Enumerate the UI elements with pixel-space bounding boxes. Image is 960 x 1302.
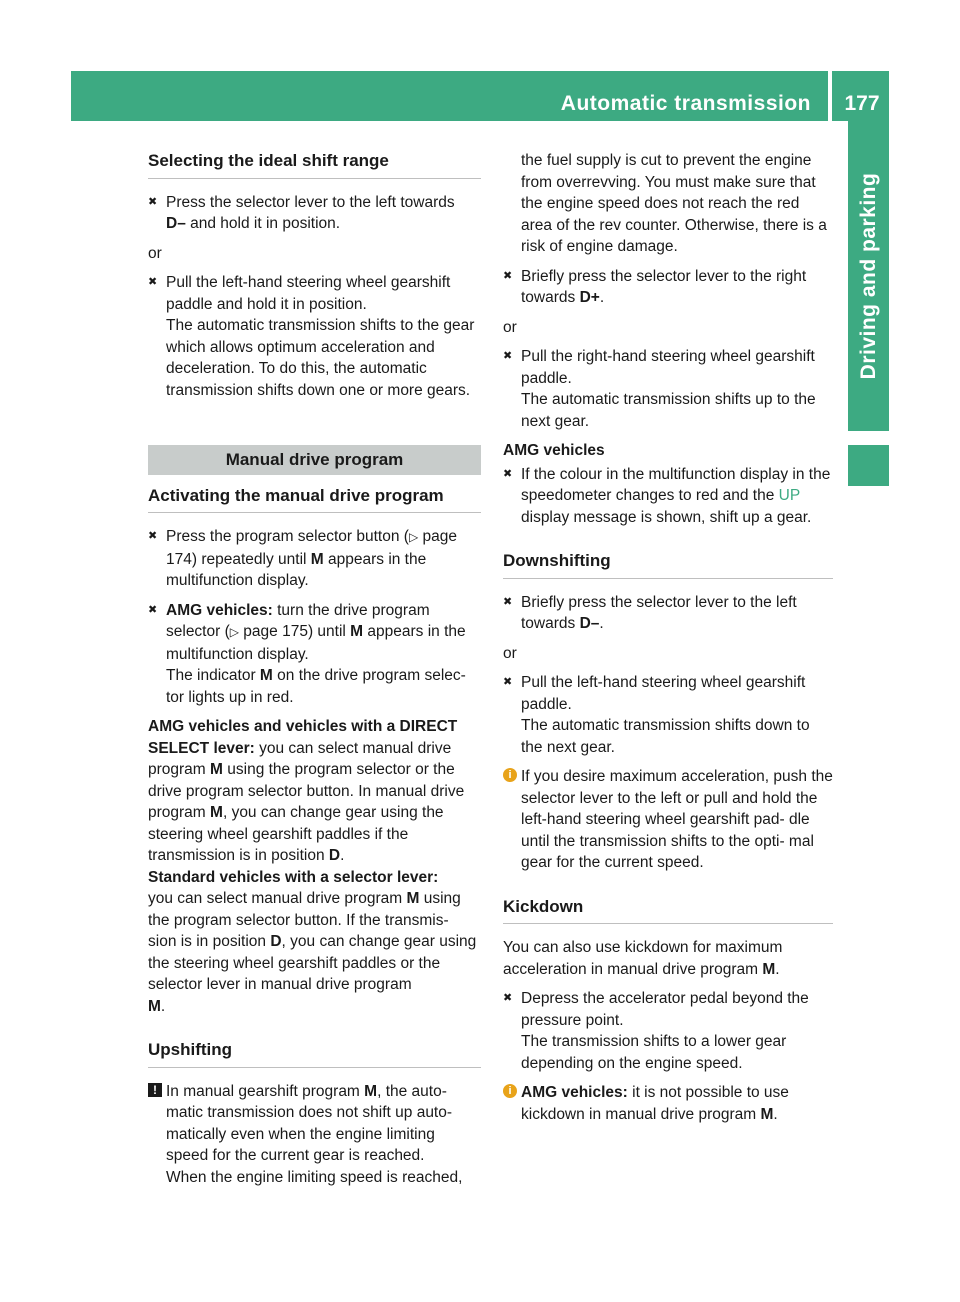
info-note-max-acceleration: i If you desire maximum acceleration, push the selector lever to the left or pull and hold the left-hand steering wheel gearshift pad- dle until the transmission shifts to the opti- mal gear for the current speed. [503, 766, 833, 874]
side-tab-label: Driving and parking [856, 172, 880, 380]
section-band-manual-drive: Manual drive program [148, 445, 481, 475]
side-tab-marker [848, 445, 889, 486]
or-separator: or [503, 644, 517, 662]
info-icon: i [503, 768, 517, 782]
para-warning-continued: the fuel supply is cut to prevent the engine from overrevving. You must make sure that the engine speed does not reach the red area of the rev counter. Otherwise, there is a risk of engine damage. [521, 152, 827, 255]
step-press-program-button: ✖ Press the program selector button (▷ page 174) repeatedly until M appears in the multifunction display. [148, 526, 481, 592]
info-note-amg-kickdown: i AMG vehicles: it is not possible to use kickdown in manual drive program M. [503, 1082, 833, 1125]
right-column [503, 150, 833, 1133]
label-amg-vehicles: AMG vehicles [503, 442, 605, 459]
step-press-lever-left-down: ✖ Briefly press the selector lever to the left towards D–. [503, 592, 833, 635]
header-separator [828, 71, 832, 121]
warning-note: ! In manual gearshift program M, the auto- matic transmission does not shift up auto- matically even when the engine limiting speed for the current gear is reached. When the engine limiting speed is reached, [148, 1081, 481, 1189]
left-column [148, 150, 481, 1196]
header-bar [71, 71, 889, 121]
heading-downshifting: Downshifting [503, 550, 833, 579]
info-icon: i [503, 1084, 517, 1098]
step-press-lever-right: ✖ Briefly press the selector lever to the right towards D+. [503, 266, 833, 309]
step-pull-left-paddle-down: ✖ Pull the left-hand steering wheel gearshift paddle. The automatic transmission shifts down to the next gear. [503, 672, 833, 758]
step-amg-upshift: ✖ If the colour in the multifunction display in the speedometer changes to red and the UP display message is shown, shift up a gear. [503, 464, 833, 529]
step-pull-right-paddle: ✖ Pull the right-hand steering wheel gearshift paddle. The automatic transmission shifts up to the next gear. [503, 346, 833, 432]
step-pull-left-paddle: ✖ Pull the left-hand steering wheel gearshift paddle and hold it in position. The automatic transmission shifts to the gear which allows optimum acceleration and deceleration. To do this, the automatic transmission shifts down one or more gears. [148, 272, 481, 401]
warning-icon: ! [148, 1083, 162, 1097]
para-amg-direct-select: AMG vehicles and vehicles with a DIRECT SELECT lever: you can select manual drive program M using the program selector or the drive program selector button. In manual drive program M, you can change gear using the steering wheel gearshift paddles if the transmission is in position D. Standard vehicles with a selector lever: you can select manual drive program M using the program selector button. If the transmis- sion is in position D, you can change gear using the steering wheel gearshift paddles or the selector lever in manual drive program M. [148, 718, 477, 1015]
page-ref-arrow-icon: ▷ [229, 625, 239, 639]
heading-ideal-shift-range: Selecting the ideal shift range [148, 150, 481, 179]
page-ref-arrow-icon: ▷ [408, 530, 419, 544]
step-amg-turn-selector: ✖ AMG vehicles: turn the drive program selector (▷ page 175) until M appears in the multifunction display. The indicator M on the drive program selec- tor lights up in red. [148, 600, 481, 709]
heading-upshifting: Upshifting [148, 1039, 481, 1068]
heading-activate-manual: Activating the manual drive program [148, 485, 481, 514]
page-title: Automatic transmission [560, 92, 811, 115]
or-separator: or [148, 244, 162, 262]
display-message-up: UP [778, 487, 800, 504]
para-kickdown: You can also use kickdown for maximum acceleration in manual drive program M. [503, 939, 783, 978]
heading-kickdown: Kickdown [503, 896, 833, 925]
step-press-lever-left: ✖ Press the selector lever to the left towards D– and hold it in position. [148, 192, 481, 235]
page-number: 177 [844, 92, 880, 115]
or-separator: or [503, 318, 517, 336]
step-depress-accelerator: ✖ Depress the accelerator pedal beyond the pressure point. The transmission shifts to a lower gear depending on the engine speed. [503, 988, 833, 1074]
